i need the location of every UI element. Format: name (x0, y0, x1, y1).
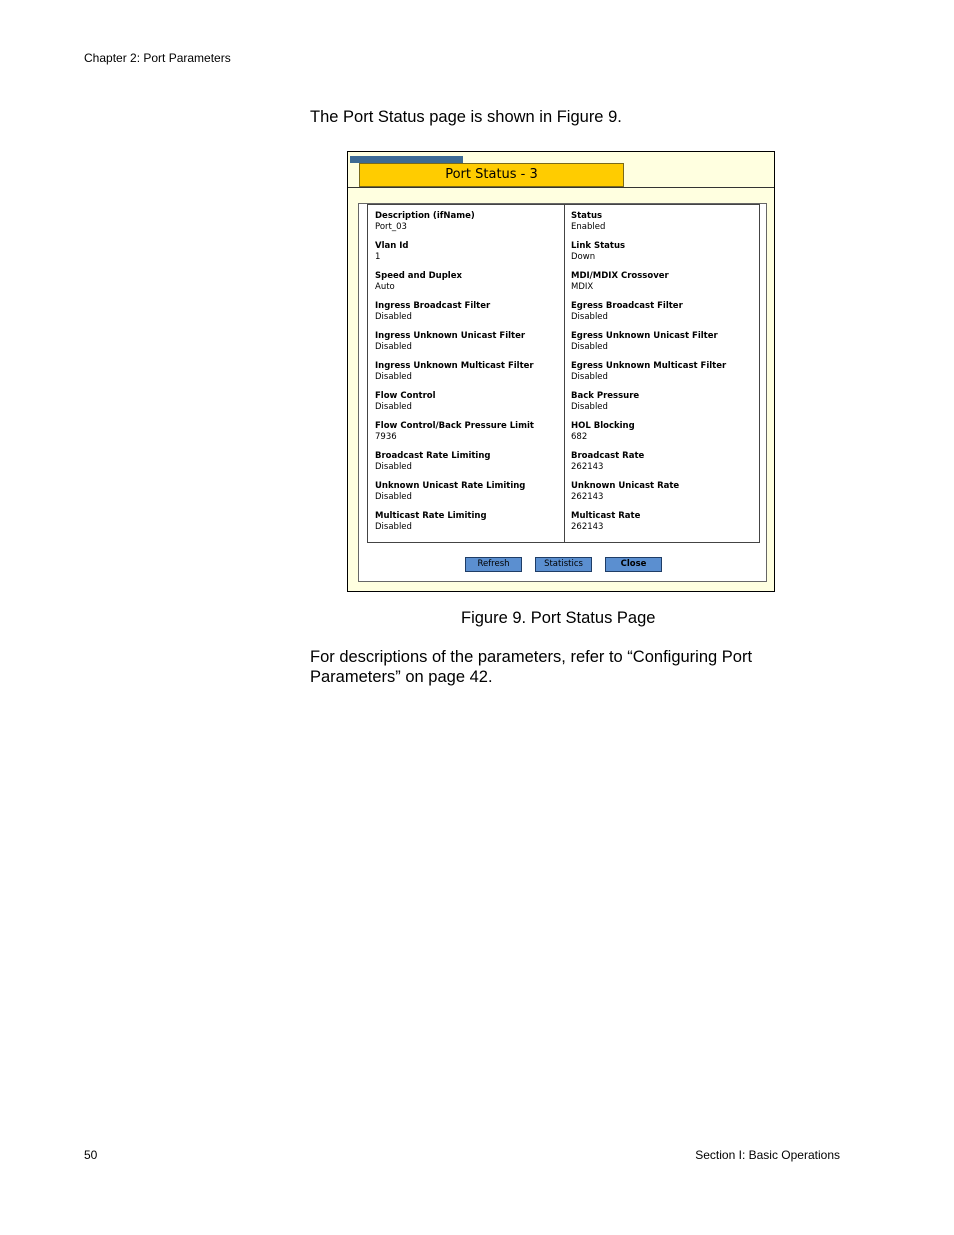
field-value: Disabled (375, 492, 412, 502)
field-value: 262143 (571, 522, 604, 532)
field-label: Description (ifName) (375, 211, 475, 221)
field-value: Port_03 (375, 222, 407, 232)
page-number: 50 (84, 1148, 98, 1162)
field-label: Vlan Id (375, 241, 409, 251)
figure-caption: Figure 9. Port Status Page (461, 609, 656, 627)
status-field (375, 361, 565, 391)
status-panel (358, 203, 767, 582)
port-status-screenshot (347, 151, 775, 592)
field-label: Speed and Duplex (375, 271, 462, 281)
field-label: Status (571, 211, 603, 221)
status-field (375, 451, 565, 481)
field-value: 262143 (571, 492, 604, 502)
window-title: Port Status - 3 (359, 163, 624, 187)
field-label: Unknown Unicast Rate (571, 481, 680, 491)
field-value: Disabled (571, 342, 608, 352)
field-value: 262143 (571, 462, 604, 472)
field-value: Disabled (375, 462, 412, 472)
status-field (375, 331, 565, 361)
running-header: Chapter 2: Port Parameters (84, 51, 231, 65)
status-field (571, 421, 761, 451)
field-label: Unknown Unicast Rate Limiting (375, 481, 526, 491)
field-label: Egress Broadcast Filter (571, 301, 683, 311)
field-label: Broadcast Rate (571, 451, 645, 461)
field-value: Disabled (571, 372, 608, 382)
status-field (375, 241, 565, 271)
status-field (375, 481, 565, 511)
field-label: Ingress Broadcast Filter (375, 301, 491, 311)
refresh-button[interactable]: Refresh (465, 557, 522, 572)
field-label: Egress Unknown Multicast Filter (571, 361, 727, 371)
left-column (375, 211, 565, 541)
field-label: Flow Control (375, 391, 436, 401)
field-value: Disabled (571, 312, 608, 322)
field-value: Down (571, 252, 596, 262)
status-field (571, 511, 761, 541)
tab-strip (350, 156, 463, 163)
field-value: Disabled (375, 372, 412, 382)
field-value: 1 (375, 252, 381, 262)
field-value: Disabled (375, 312, 412, 322)
status-field (571, 241, 761, 271)
field-label: Multicast Rate (571, 511, 641, 521)
status-field (571, 271, 761, 301)
status-field (375, 421, 565, 451)
status-field (375, 271, 565, 301)
intro-paragraph: The Port Status page is shown in Figure 9. (310, 108, 622, 126)
status-field (571, 301, 761, 331)
statistics-button[interactable]: Statistics (535, 557, 592, 572)
field-value: Disabled (375, 342, 412, 352)
status-field (571, 211, 761, 241)
field-value: 682 (571, 432, 588, 442)
field-label: Egress Unknown Unicast Filter (571, 331, 718, 341)
section-footer: Section I: Basic Operations (695, 1148, 840, 1162)
field-label: Ingress Unknown Multicast Filter (375, 361, 534, 371)
field-value: MDIX (571, 282, 594, 292)
body-paragraph: For descriptions of the parameters, refer to “Configuring Port Parameters” on page 42. (310, 648, 753, 686)
field-label: HOL Blocking (571, 421, 635, 431)
status-field (571, 391, 761, 421)
status-field (375, 391, 565, 421)
field-value: Disabled (375, 402, 412, 412)
close-button[interactable]: Close (605, 557, 662, 572)
field-label: Flow Control/Back Pressure Limit (375, 421, 534, 431)
status-field (375, 211, 565, 241)
field-value: 7936 (375, 432, 397, 442)
status-field (375, 301, 565, 331)
field-value: Disabled (375, 522, 412, 532)
field-value: Auto (375, 282, 395, 292)
field-label: Broadcast Rate Limiting (375, 451, 491, 461)
right-column (571, 211, 761, 541)
field-label: Multicast Rate Limiting (375, 511, 487, 521)
field-grid (367, 204, 760, 543)
field-label: Link Status (571, 241, 626, 251)
field-label: Ingress Unknown Unicast Filter (375, 331, 526, 341)
field-value: Disabled (571, 402, 608, 412)
field-value: Enabled (571, 222, 606, 232)
status-field (375, 511, 565, 541)
status-field (571, 481, 761, 511)
status-field (571, 451, 761, 481)
field-label: Back Pressure (571, 391, 640, 401)
title-divider (348, 187, 774, 188)
status-field (571, 331, 761, 361)
status-field (571, 361, 761, 391)
field-label: MDI/MDIX Crossover (571, 271, 669, 281)
